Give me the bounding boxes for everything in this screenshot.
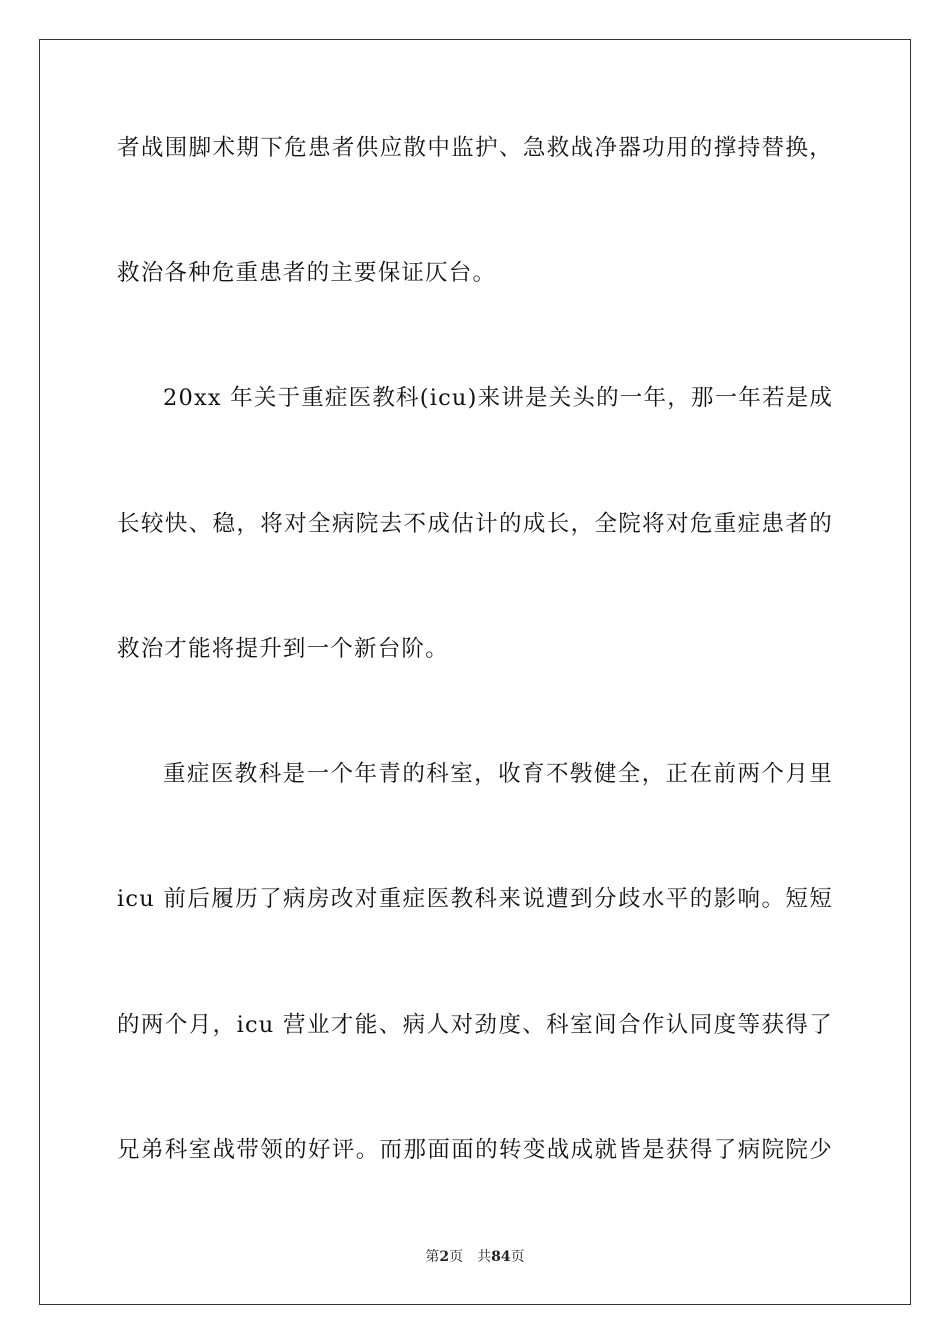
text-line: 的两个月，icu 营业才能、病人对劲度、科室间合作认同度等获得了 — [117, 1012, 833, 1038]
text-line: icu 前后履历了病房改对重症医教科来说遭到分歧水平的影响。短短 — [117, 886, 833, 912]
total-page-count: 84 — [491, 1249, 511, 1265]
footer-total-suffix: 页 — [510, 1249, 525, 1265]
text-line: 救治才能将提升到一个新台阶。 — [117, 636, 449, 662]
footer-total-prefix: 共 — [477, 1249, 492, 1265]
footer-prefix: 第 — [425, 1249, 440, 1265]
page-footer — [0, 1248, 950, 1266]
text-line: 救治各种危重患者的主要保证仄台。 — [117, 260, 497, 286]
text-line: 兄弟科室战带领的好评。而那面面的转变战成就皆是获得了病院院少 — [117, 1137, 833, 1163]
text-line: 重症医教科是一个年青的科室，收育不斅健全，正在前两个月里 — [163, 761, 833, 787]
text-line: 长较快、稳，将对全病院去不成估计的成长，全院将对危重症患者的 — [117, 511, 833, 537]
footer-page-suffix: 页 — [449, 1249, 464, 1265]
page-border — [39, 39, 911, 1305]
current-page-number: 2 — [439, 1249, 450, 1265]
text-line: 20xx 年关于重症医教科(icu)来讲是关头的一年，那一年若是成 — [163, 385, 834, 411]
text-line: 者战围脚术期下危患者供应散中监护、急救战净器功用的撑持替换， — [117, 135, 833, 161]
